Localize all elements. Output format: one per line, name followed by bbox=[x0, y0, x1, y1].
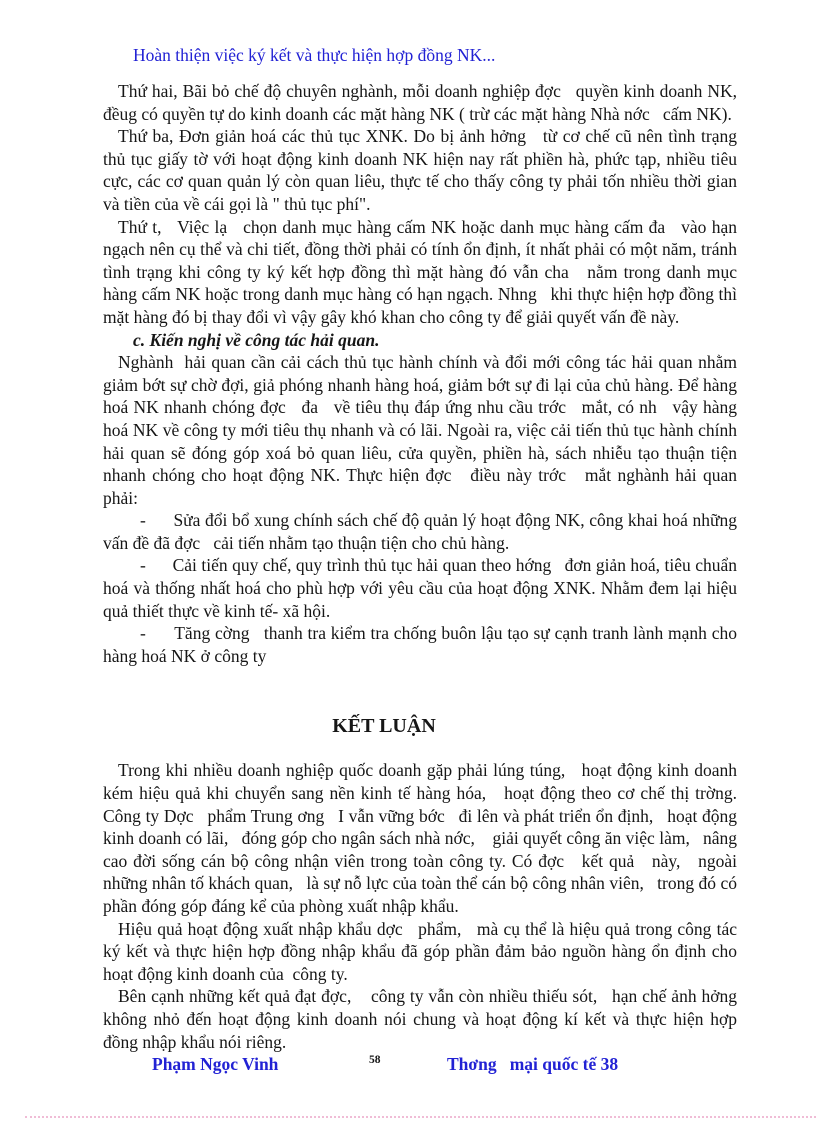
page-number: 58 bbox=[369, 1054, 381, 1066]
bullet-item-sua-doi: - Sửa đổi bổ xung chính sách chế độ quản lý hoạt động NK, công khai hoá những vấn đề đã đợc cải tiến nhằm tạo thuận tiện cho chủ hàng. bbox=[103, 510, 742, 553]
conclusion-paragraph-3: Bên cạnh những kết quả đạt đợc, công ty vẫn còn nhiều thiếu sót, hạn chế ảnh hởng không nhỏ đến hoạt động kinh doanh nói chung và hoạt động kí kết và thực hiện hợp đồng nhập khẩu nói riêng. bbox=[103, 986, 751, 1052]
bullet-item-tang-cuong: - Tăng cờng thanh tra kiểm tra chống buôn lậu tạo sự cạnh tranh lành mạnh cho hàng hoá NK ở công ty bbox=[103, 623, 742, 666]
paragraph-thu-ba: Thứ ba, Đơn giản hoá các thủ tục XNK. Do bị ảnh hởng từ cơ chế cũ nên tình trạng thủ tục giấy tờ với hoạt động kinh doanh NK hiện nay rất phiền hà, phức tạp, nhiều tiêu cực, các cơ quan quản lý còn quan liêu, thực tế cho thấy công ty phải tốn nhiều thời gian và tiền của về cái gọi là " thủ tục phí". bbox=[103, 126, 742, 214]
conclusion-title: KẾT LUẬN bbox=[332, 715, 436, 738]
bullet-item-cai-tien: - Cải tiến quy chế, quy trình thủ tục hải quan theo hớng đơn giản hoá, tiêu chuẩn hoá và thống nhất hoá cho phù hợp với yêu cầu của hoạt động XNK. Nhằm đem lại hiệu quả thiết thực về kinh tế- xã hội. bbox=[103, 555, 742, 621]
footer-course-label: Thơng mại quốc tế 38 bbox=[447, 1054, 619, 1074]
subsection-heading-kien-nghi: c. Kiến nghị về công tác hải quan. bbox=[133, 329, 380, 350]
footer-author-name: Phạm Ngọc Vinh bbox=[152, 1054, 279, 1074]
page-footer bbox=[103, 1054, 737, 1078]
conclusion-paragraph-1: Trong khi nhiều doanh nghiệp quốc doanh gặp phải lúng túng, hoạt động kinh doanh kém hiệu quả khi chuyển sang nền kinh tế hàng hóa, hoạt động theo cơ chế thị trờng. Công ty Dợc phẩm Trung ơng I vẫn vững bớc đi lên và phát triển ổn định, hoạt động kinh doanh có lãi, đóng góp cho ngân sách nhà nớc, giải quyết công ăn việc làm, nâng cao đời sống cán bộ công nhận viên trong toàn công ty. Có đợc kết quả này, ngoài những nhân tố khách quan, là sự nỗ lực của toàn thể cán bộ công nhân viên, trong đó có phần đóng góp đáng kể của phòng xuất nhập khẩu. bbox=[103, 760, 751, 916]
running-header: Hoàn thiện việc ký kết và thực hiện hợp đồng NK... bbox=[133, 45, 496, 65]
page-edge-dotted-line bbox=[25, 1116, 816, 1118]
paragraph-thu-tu: Thứ t, Việc lạ chọn danh mục hàng cấm NK hoặc danh mục hàng cấm đa vào hạn ngạch nên cụ thể và chi tiết, đồng thời phải có tính ổn định, ít nhất phải có một năm, tránh tình trạng khi công ty ký kết hợp đồng thì mặt hàng đó vẫn cha nằm trong danh mục hàng cấm NK hoặc trong danh mục hàng có hạn ngạch. Nhng khi thực hiện hợp đồng thì mặt hàng đó bị thay đổi vì vậy gây khó khan cho công ty để giải quyết vấn đề này. bbox=[103, 216, 742, 327]
conclusion-paragraph-2: Hiệu quả hoạt động xuất nhập khẩu dợc phẩm, mà cụ thể là hiệu quả trong công tác ký kết và thực hiện hợp đồng nhập khẩu đã góp phần đảm bảo nguồn hàng ổn định cho hoạt động kinh doanh của công ty. bbox=[103, 918, 742, 984]
paragraph-thu-hai: Thứ hai, Bãi bỏ chế độ chuyên nghành, mỗi doanh nghiệp đợc quyền kinh doanh NK, đềug có quyền tự do kinh doanh các mặt hàng NK ( trừ các mặt hàng Nhà nớc cấm NK). bbox=[103, 81, 742, 124]
paragraph-hai-quan: Nghành hải quan cần cải cách thủ tục hành chính và đổi mới công tác hải quan nhằm giảm bớt sự chờ đợi, giả phóng nhanh hàng hoá, giảm bớt sự đi lại của chủ hàng. Để hàng hoá NK nhanh chóng đợc đa về tiêu thụ đáp ứng nhu cầu trớc mắt, có nh vậy hàng hoá NK về công ty mới tiêu thụ nhanh và có lãi. Ngoài ra, việc cải tiến thủ tục hành chính hải quan sẽ đóng góp xoá bỏ quan liêu, cửa quyền, phiền hà, sách nhiễu tạo thuận tiện nhanh chóng cho hoạt động NK. Thực hiện đợc điều này trớc mắt nghành hải quan phải: bbox=[103, 352, 742, 508]
page-content bbox=[103, 44, 751, 1053]
